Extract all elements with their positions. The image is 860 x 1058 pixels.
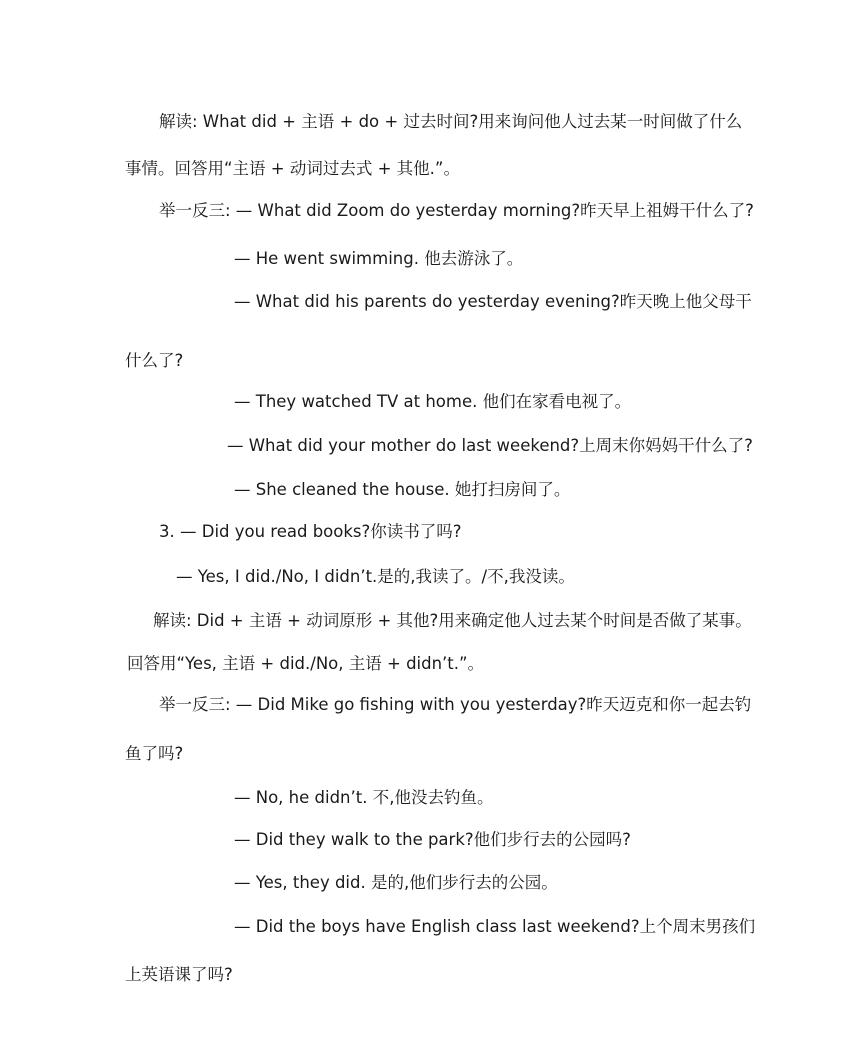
example-answer-line: — She cleaned the house. 她打扫房间了。 xyxy=(234,480,571,499)
numbered-answer-line: — Yes, I did./No, I didn’t.是的,我读了。/不,我没读。 xyxy=(176,567,575,586)
explanation-line-1: 解读: What did + 主语 + do + 过去时间?用来询问他人过去某一时间做了什么 xyxy=(159,112,743,131)
example-answer-line: — He went swimming. 他去游泳了。 xyxy=(234,249,524,268)
explanation-line-1: 解读: Did + 主语 + 动词原形 + 其他?用来确定他人过去某个时间是否做了某事。 xyxy=(153,611,752,630)
example-intro-line: 举一反三: — What did Zoom do yesterday morning?昨天早上祖姆干什么了? xyxy=(159,201,754,220)
example-answer-line: — Yes, they did. 是的,他们步行去的公园。 xyxy=(234,873,558,892)
example-question-line: — What did your mother do last weekend?上周末你妈妈干什么了? xyxy=(227,436,753,455)
example-question-line: — Did they walk to the park?他们步行去的公园吗? xyxy=(234,830,631,849)
example-question-continuation: 鱼了吗? xyxy=(125,744,184,763)
example-question-line: — Did the boys have English class last weekend?上个周末男孩们 xyxy=(234,917,756,936)
example-question-continuation: 上英语课了吗? xyxy=(125,965,233,984)
example-answer-line: — No, he didn’t. 不,他没去钓鱼。 xyxy=(234,788,494,807)
explanation-line-2: 事情。回答用“主语 + 动词过去式 + 其他.”。 xyxy=(125,159,460,178)
explanation-line-2: 回答用“Yes, 主语 + did./No, 主语 + didn’t.”。 xyxy=(127,654,485,673)
example-answer-line: — They watched TV at home. 他们在家看电视了。 xyxy=(234,392,632,411)
example-question-line: — What did his parents do yesterday evening?昨天晚上他父母干 xyxy=(234,292,752,311)
numbered-question-line: 3. — Did you read books?你读书了吗? xyxy=(159,522,462,541)
example-intro-line: 举一反三: — Did Mike go fishing with you yesterday?昨天迈克和你一起去钓 xyxy=(159,695,752,714)
example-question-continuation: 什么了? xyxy=(125,351,184,370)
